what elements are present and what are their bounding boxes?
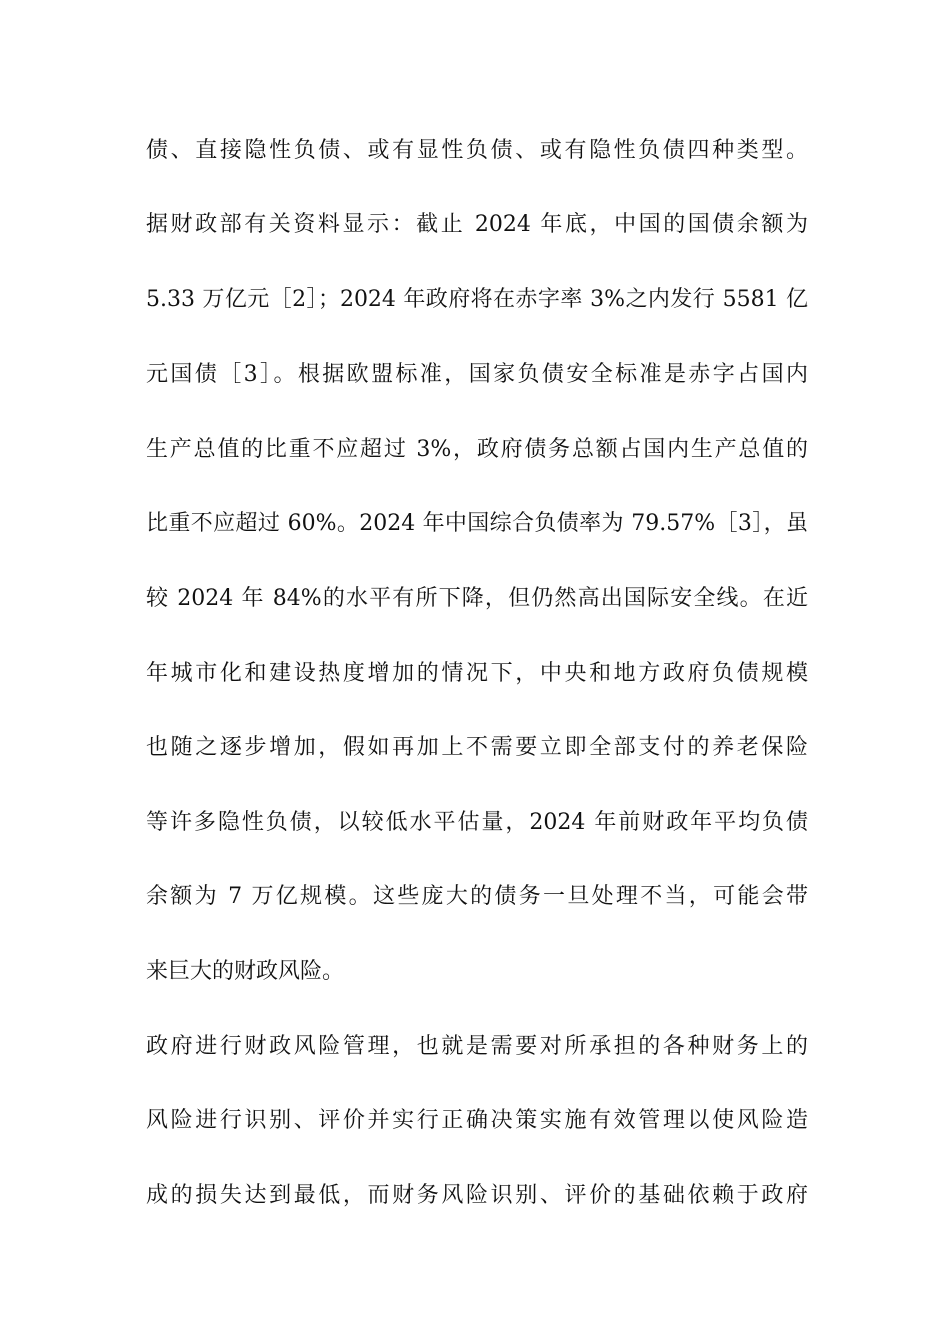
text-line: 较 2024 年 84%的水平有所下降，但仍然高出国际安全线。在近 (146, 586, 808, 611)
text-line: 据财政部有关资料显示：截止 2024 年底，中国的国债余额为 (146, 212, 808, 237)
text-line: 等许多隐性负债，以较低水平估量，2024 年前财政年平均负债 (146, 810, 808, 835)
text-line: 生产总值的比重不应超过 3%，政府债务总额占国内生产总值的 (146, 437, 808, 462)
text-line: 风险进行识别、评价并实行正确决策实施有效管理以使风险造 (146, 1108, 808, 1133)
text-line: 比重不应超过 60%。2024 年中国综合负债率为 79.57%［3］，虽 (146, 511, 808, 536)
text-line: 来巨大的财政风险。 (146, 959, 345, 984)
text-line: 成的损失达到最低，而财务风险识别、评价的基础依赖于政府 (146, 1183, 808, 1208)
text-line: 元国债［3］。根据欧盟标准，国家负债安全标准是赤字占国内 (146, 362, 808, 387)
text-line: 余额为 7 万亿规模。这些庞大的债务一旦处理不当，可能会带 (146, 884, 808, 909)
text-line: 债、直接隐性负债、或有显性负债、或有隐性负债四种类型。 (146, 138, 808, 163)
text-line: 5.33 万亿元［2］；2024 年政府将在赤字率 3%之内发行 5581 亿 (146, 287, 808, 312)
text-line: 也随之逐步增加，假如再加上不需要立即全部支付的养老保险 (146, 735, 808, 760)
text-line: 年城市化和建设热度增加的情况下，中央和地方政府负债规模 (146, 661, 808, 686)
text-line: 政府进行财政风险管理，也就是需要对所承担的各种财务上的 (146, 1034, 808, 1059)
